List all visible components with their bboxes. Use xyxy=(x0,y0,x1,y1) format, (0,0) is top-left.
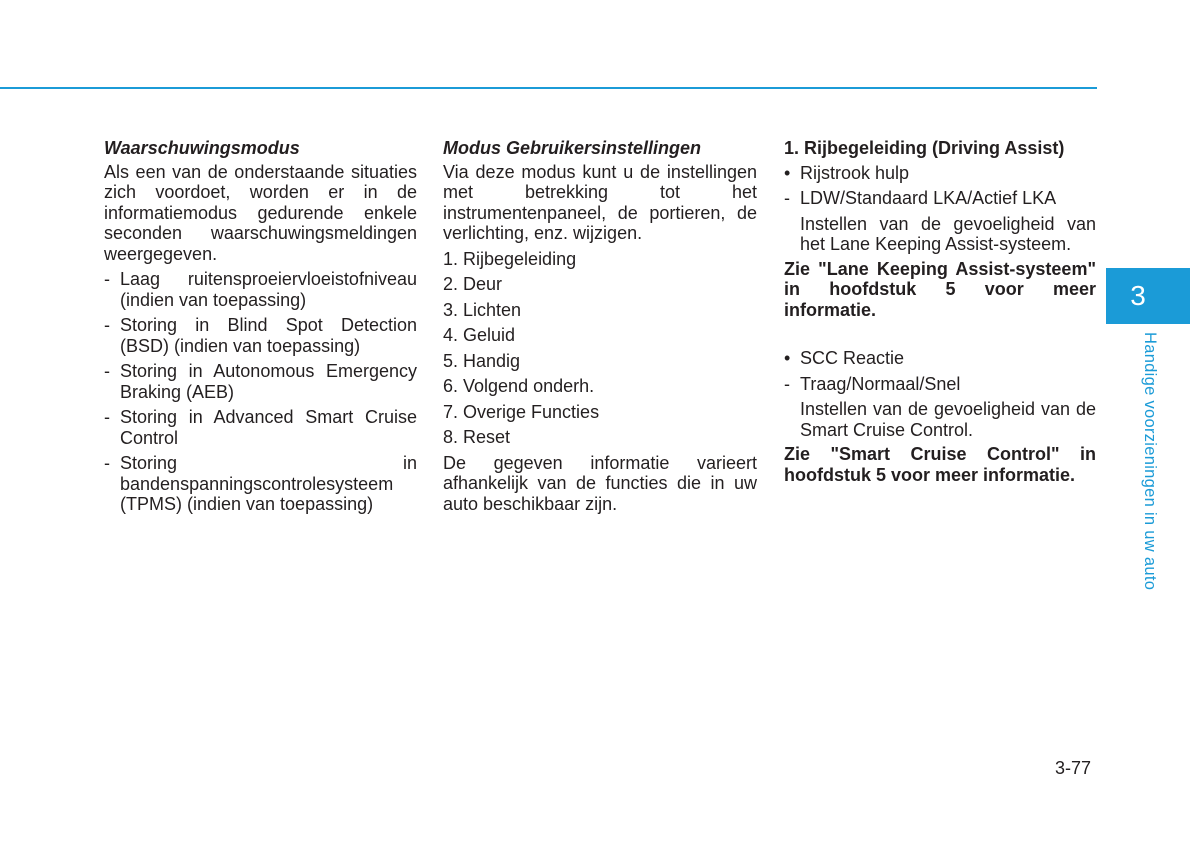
list-item: 4. Geluid xyxy=(443,325,516,345)
column-user-settings xyxy=(443,138,757,519)
settings-menu-list xyxy=(443,249,757,448)
bullet-item: • SCC Reactie xyxy=(784,348,905,368)
list-item: 1. Rijbegeleiding xyxy=(443,248,577,269)
dash-item-description: Instellen van de gevoeligheid van het Lane Keeping Assist-systeem. xyxy=(800,213,1096,254)
column-driving-assist xyxy=(784,138,1096,485)
list-item: - Storing in bandenspanningscontrolesysteem (TPMS) (indien van toepassing) xyxy=(104,453,417,514)
list-item: 3. Lichten xyxy=(443,299,522,320)
dash-item: - Traag/Normaal/Snel xyxy=(784,373,961,394)
reference-note: Zie "Smart Cruise Control" in hoofdstuk 5 voor meer informatie. xyxy=(784,444,1096,485)
user-settings-intro: Via deze modus kunt u de instellingen met betrekking tot het instrumentenpaneel, de portieren, de verlichting, enz. wijzigen. xyxy=(443,161,757,243)
list-item: - Storing in Advanced Smart Cruise Control xyxy=(104,407,417,448)
list-item: - Laag ruitensproeiervloeistofniveau (indien van toepassing) xyxy=(104,269,417,310)
top-rule xyxy=(0,87,1097,89)
chapter-tab xyxy=(1106,268,1190,324)
user-settings-outro: De gegeven informatie varieert afhankelijk van de functies die in uw auto beschikbaar zijn. xyxy=(443,452,757,514)
warning-list xyxy=(104,269,417,515)
section-heading-warning-mode: Waarschuwingsmodus xyxy=(104,138,300,158)
reference-note: Zie "Lane Keeping Assist-systeem" in hoofdstuk 5 voor meer informatie. xyxy=(784,258,1096,320)
list-item: 6. Volgend onderh. xyxy=(443,376,595,396)
dash-item: - LDW/Standaard LKA/Actief LKA xyxy=(784,188,1057,208)
list-item: 2. Deur xyxy=(443,274,503,294)
dash-item-description: Instellen van de gevoeligheid van de Smart Cruise Control. xyxy=(800,399,1096,440)
chapter-number: 3 xyxy=(1130,280,1146,311)
warning-mode-intro: Als een van de onderstaande situaties zich voordoet, worden er in de informatiemodus gedurende enkele seconden waarschuwingsmeldingen weergegeven. xyxy=(104,161,417,264)
chapter-title-vertical: Handige voorzieningen in uw auto xyxy=(1141,332,1159,591)
bullet-item: • Rijstrook hulp xyxy=(784,162,910,183)
section-heading-user-settings: Modus Gebruikersinstellingen xyxy=(443,138,702,158)
page-number: 3-77 xyxy=(1055,758,1092,778)
spacer xyxy=(784,320,1096,348)
column-warning-mode xyxy=(104,138,417,520)
section-heading-driving-assist: 1. Rijbegeleiding (Driving Assist) xyxy=(784,138,1065,158)
list-item: - Storing in Blind Spot Detection (BSD) (indien van toepassing) xyxy=(104,315,417,356)
list-item: 7. Overige Functies xyxy=(443,401,600,422)
list-item: 5. Handig xyxy=(443,350,521,371)
list-item: - Storing in Autonomous Emergency Braking (AEB) xyxy=(104,361,417,402)
list-item: 8. Reset xyxy=(443,427,511,447)
